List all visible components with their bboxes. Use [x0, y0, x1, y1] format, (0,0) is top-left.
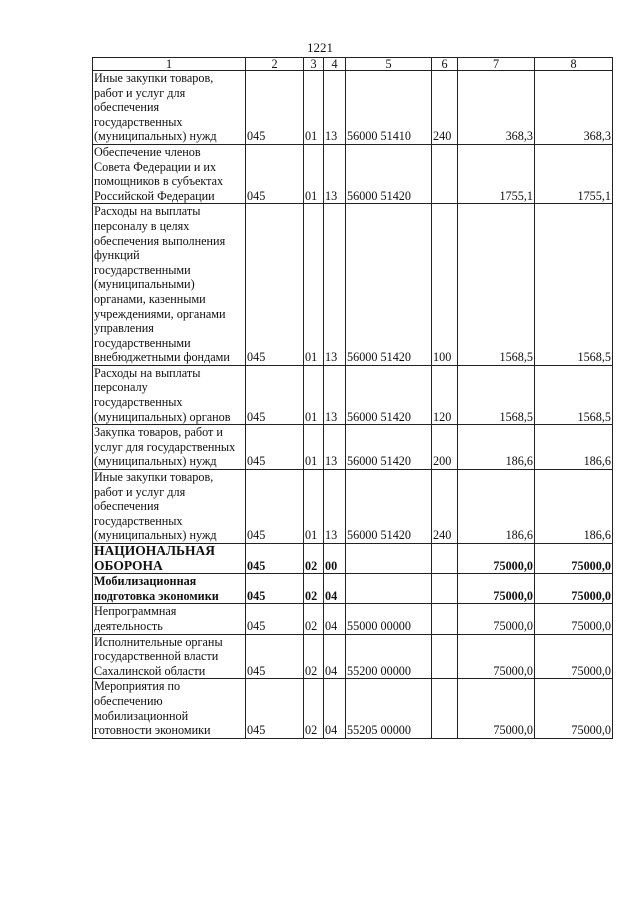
table-row: [93, 574, 613, 604]
row-description: [93, 144, 246, 203]
description-line: работ и услуг для: [94, 484, 186, 499]
subsection-code: 00: [324, 544, 346, 574]
target-article-code: 56000 51420: [346, 365, 432, 424]
description-line: (муниципальными): [94, 277, 195, 292]
amount-col8: 75000,0: [535, 604, 613, 634]
description-line: Российской Федерации: [94, 188, 215, 203]
table-row: [93, 144, 613, 203]
header-cell: 7: [458, 58, 535, 71]
description-line: Сахалинской области: [94, 663, 206, 678]
subsection-code: 04: [324, 574, 346, 604]
table-row: [93, 204, 613, 366]
ministry-code: 045: [246, 470, 304, 544]
section-code: 02: [304, 574, 324, 604]
amount-col8: 186,6: [535, 425, 613, 470]
expense-type-code: 240: [432, 470, 458, 544]
row-description: [93, 470, 246, 544]
expense-type-code: 240: [432, 71, 458, 145]
ministry-code: 045: [246, 144, 304, 203]
description-line: услуг для государственных: [94, 439, 236, 454]
amount-col7: 75000,0: [458, 604, 535, 634]
target-article-code: 56000 51410: [346, 71, 432, 145]
amount-col7: 75000,0: [458, 634, 535, 679]
amount-col8: 1568,5: [535, 365, 613, 424]
expense-type-code: [432, 544, 458, 574]
row-description: [93, 71, 246, 145]
amount-col8: 75000,0: [535, 574, 613, 604]
section-code: 02: [304, 679, 324, 738]
expense-type-code: [432, 574, 458, 604]
header-cell: 2: [246, 58, 304, 71]
table-row: [93, 425, 613, 470]
description-line: деятельность: [94, 618, 163, 633]
description-line: функций: [94, 248, 140, 263]
description-line: Закупка товаров, работ и: [94, 425, 223, 440]
description-line: подготовка экономики: [94, 588, 219, 603]
subsection-code: 04: [324, 634, 346, 679]
ministry-code: 045: [246, 679, 304, 738]
ministry-code: 045: [246, 574, 304, 604]
ministry-code: 045: [246, 365, 304, 424]
amount-col8: 368,3: [535, 71, 613, 145]
amount-col7: 1755,1: [458, 144, 535, 203]
description-line: (муниципальных) нужд: [94, 129, 217, 144]
description-line: учреждениями, органами: [94, 306, 226, 321]
expense-type-code: [432, 679, 458, 738]
description-line: Совета Федерации и их: [94, 159, 217, 174]
description-line: государственных: [94, 395, 183, 410]
amount-col8: 186,6: [535, 470, 613, 544]
description-line: Обеспечение членов: [94, 144, 201, 159]
section-code: 02: [304, 634, 324, 679]
description-line: мобилизационной: [94, 708, 189, 723]
description-line: (муниципальных) нужд: [94, 528, 217, 543]
target-article-code: 56000 51420: [346, 470, 432, 544]
row-description: [93, 679, 246, 738]
target-article-code: 55200 00000: [346, 634, 432, 679]
target-article-code: [346, 544, 432, 574]
description-line: (муниципальных) органов: [94, 409, 231, 424]
subsection-code: 13: [324, 204, 346, 366]
description-line: обеспечения выполнения: [94, 233, 226, 248]
description-line: Расходы на выплаты: [94, 204, 201, 219]
header-cell: 5: [346, 58, 432, 71]
description-line: Иные закупки товаров,: [94, 71, 214, 85]
section-code: 01: [304, 470, 324, 544]
table-row: [93, 544, 613, 574]
expense-type-code: 200: [432, 425, 458, 470]
header-cell: 3: [304, 58, 324, 71]
target-article-code: 56000 51420: [346, 144, 432, 203]
description-line: Расходы на выплаты: [94, 365, 201, 380]
table-row: [93, 634, 613, 679]
subsection-code: 13: [324, 71, 346, 145]
description-line: готовности экономики: [94, 723, 211, 738]
section-code: 01: [304, 144, 324, 203]
description-line: государственными: [94, 335, 191, 350]
table-row: [93, 679, 613, 738]
description-line: НАЦИОНАЛЬНАЯ: [94, 543, 215, 558]
section-code: 01: [304, 365, 324, 424]
target-article-code: 56000 51420: [346, 425, 432, 470]
subsection-code: 13: [324, 365, 346, 424]
target-article-code: [346, 574, 432, 604]
header-cell: 6: [432, 58, 458, 71]
description-line: Непрограммная: [94, 604, 177, 619]
amount-col7: 75000,0: [458, 574, 535, 604]
description-line: Мероприятия по: [94, 679, 181, 694]
description-line: обеспечения: [94, 499, 160, 514]
description-line: персоналу: [94, 380, 148, 395]
expense-type-code: 120: [432, 365, 458, 424]
description-line: государственных: [94, 114, 183, 129]
section-code: 01: [304, 71, 324, 145]
description-line: (муниципальных) нужд: [94, 454, 217, 469]
amount-col7: 186,6: [458, 425, 535, 470]
description-line: ОБОРОНА: [94, 557, 163, 573]
description-line: Исполнительные органы: [94, 634, 223, 649]
ministry-code: 045: [246, 71, 304, 145]
section-code: 01: [304, 204, 324, 366]
header-cell: 4: [324, 58, 346, 71]
row-description: [93, 544, 246, 574]
row-description: [93, 604, 246, 634]
expense-type-code: [432, 604, 458, 634]
subsection-code: 04: [324, 604, 346, 634]
description-line: управления: [94, 321, 154, 336]
row-description: [93, 365, 246, 424]
expense-type-code: [432, 144, 458, 203]
amount-col8: 1755,1: [535, 144, 613, 203]
subsection-code: 13: [324, 425, 346, 470]
amount-col7: 1568,5: [458, 204, 535, 366]
description-line: органами, казенными: [94, 291, 206, 306]
row-description: [93, 204, 246, 366]
row-description: [93, 574, 246, 604]
section-code: 01: [304, 425, 324, 470]
row-description: [93, 634, 246, 679]
description-line: государственными: [94, 262, 191, 277]
ministry-code: 045: [246, 604, 304, 634]
subsection-code: 13: [324, 144, 346, 203]
amount-col7: 75000,0: [458, 679, 535, 738]
amount-col8: 75000,0: [535, 544, 613, 574]
section-code: 02: [304, 544, 324, 574]
target-article-code: 55205 00000: [346, 679, 432, 738]
subsection-code: 13: [324, 470, 346, 544]
description-line: государственных: [94, 513, 183, 528]
ministry-code: 045: [246, 204, 304, 366]
table-row: [93, 604, 613, 634]
target-article-code: 55000 00000: [346, 604, 432, 634]
page-number: 1221: [307, 40, 333, 55]
description-line: обеспечения: [94, 100, 160, 115]
amount-col7: 75000,0: [458, 544, 535, 574]
expense-type-code: [432, 634, 458, 679]
ministry-code: 045: [246, 634, 304, 679]
description-line: помощников в субъектах: [94, 174, 224, 189]
section-code: 02: [304, 604, 324, 634]
header-row: [93, 58, 613, 71]
ministry-code: 045: [246, 425, 304, 470]
expense-type-code: 100: [432, 204, 458, 366]
ministry-code: 045: [246, 544, 304, 574]
description-line: персоналу в целях: [94, 218, 190, 233]
amount-col8: 75000,0: [535, 679, 613, 738]
amount-col7: 1568,5: [458, 365, 535, 424]
table-row: [93, 71, 613, 145]
description-line: обеспечению: [94, 693, 163, 708]
amount-col7: 186,6: [458, 470, 535, 544]
amount-col7: 368,3: [458, 71, 535, 145]
table-row: [93, 470, 613, 544]
amount-col8: 75000,0: [535, 634, 613, 679]
header-cell: 1: [93, 58, 246, 71]
description-line: внебюджетными фондами: [94, 350, 230, 365]
target-article-code: 56000 51420: [346, 204, 432, 366]
description-line: работ и услуг для: [94, 85, 186, 100]
header-cell: 8: [535, 58, 613, 71]
description-line: Иные закупки товаров,: [94, 470, 214, 485]
subsection-code: 04: [324, 679, 346, 738]
amount-col8: 1568,5: [535, 204, 613, 366]
table-row: [93, 365, 613, 424]
description-line: Мобилизационная: [94, 574, 197, 589]
description-line: государственной власти: [94, 649, 219, 664]
table-body: [93, 71, 613, 739]
row-description: [93, 425, 246, 470]
budget-table: [92, 57, 613, 739]
